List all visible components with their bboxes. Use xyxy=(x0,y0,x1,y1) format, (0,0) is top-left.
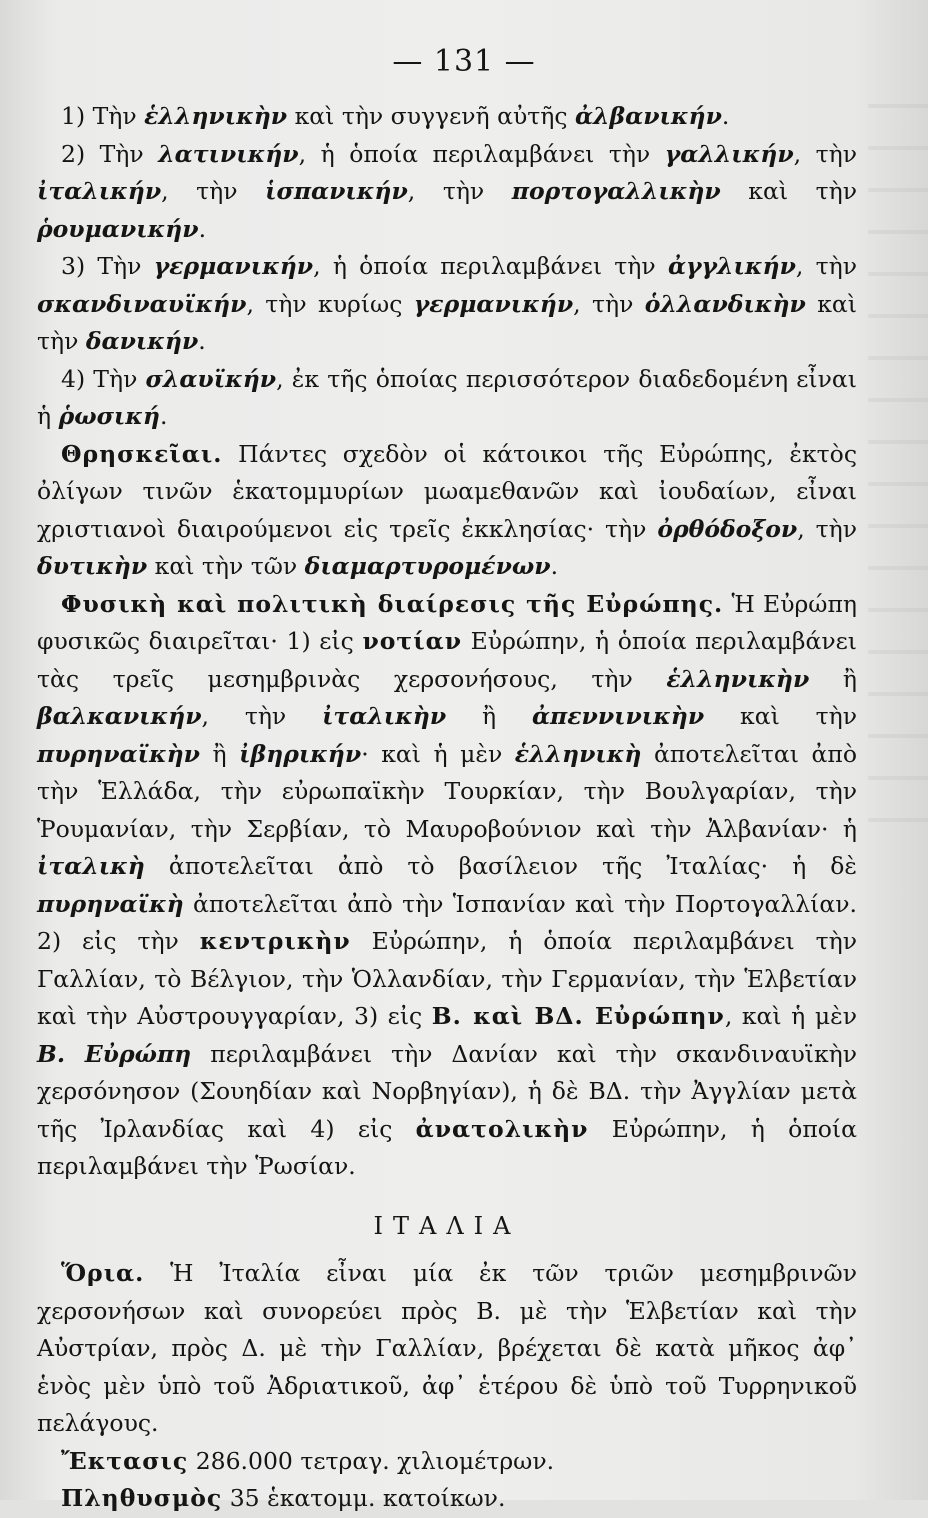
emphasis: ἀνατολικὴν xyxy=(415,1114,589,1143)
paragraph-religions xyxy=(37,436,857,586)
text-run: Εὐρώπην, ἡ ὁποία περιλαμβάνει τὰς τρεῖς μεσημβρινὰς χερσονήσους, τὴν xyxy=(37,627,857,693)
side-heading: Πληθυσμὸς xyxy=(61,1484,223,1512)
emphasis: σλαυϊκήν xyxy=(145,364,277,393)
emphasis: Β. καὶ ΒΔ. Εὐρώπην xyxy=(431,1002,725,1030)
text-run: , ἐκ τῆς ὁποίας περισσότερον διαδεδομένη εἶναι ἡ xyxy=(37,364,857,430)
emphasis: πυρηναϊκὴν xyxy=(37,739,200,768)
text-run: Πάντες σχεδὸν οἱ κάτοικοι τῆς Εὐρώπης, ἐκτὸς ὀλίγων τινῶν ἑκατομμυρίων μωαμεθανῶν καὶ ἰουδαίων, εἶναι χριστιανοὶ διαιρούμενοι εἰς τρεῖς ἐκκλησίας· τὴν xyxy=(37,439,857,543)
text-run: , τὴν xyxy=(201,702,323,730)
emphasis: ἀλβανικήν xyxy=(574,102,722,130)
text-run: · καὶ ἡ μὲν xyxy=(361,739,515,768)
emphasis: ἰβηρικήν xyxy=(239,739,362,768)
emphasis: γερμανικήν xyxy=(153,252,314,280)
text-run: 1) Τὴν xyxy=(61,102,145,130)
text-run: . xyxy=(198,214,207,243)
emphasis: Β. Εὐρώπη xyxy=(37,1039,192,1068)
text-run: ἀποτελεῖται ἀπὸ τὴν Ἑλλάδα, τὴν εὐρωπαϊκὴν Τουρκίαν, τὴν Βουλγαρίαν, τὴν Ῥουμανίαν, τὴν Σερβίαν, τὸ Μαυροβούνιον καὶ τὴν Ἀλβανίαν· ἡ xyxy=(37,739,857,843)
paragraph-4 xyxy=(37,361,857,436)
text-run: Ἡ Εὐρώπη φυσικῶς διαιρεῖται· 1) εἰς xyxy=(37,589,857,655)
text-run: Εὐρώπην, ἡ ὁποία περιλαμβάνει τὴν Ῥωσίαν. xyxy=(37,1114,857,1180)
emphasis: ἀπεννινικὴν xyxy=(531,702,705,730)
emphasis: ῥωσική xyxy=(58,402,160,430)
emphasis: γαλλικήν xyxy=(664,139,794,168)
text-run: ἀποτελεῖται ἀπὸ τὸ βασίλειον τῆς Ἰταλίας· ἡ δὲ xyxy=(144,852,857,880)
emphasis: λατινικήν xyxy=(158,139,299,168)
paragraph-area xyxy=(37,1443,857,1481)
emphasis: πορτογαλλικὴν xyxy=(511,177,721,205)
bleed-through-text xyxy=(868,70,928,830)
emphasis: νοτίαν xyxy=(362,627,463,655)
emphasis: ῥουμανικήν xyxy=(37,214,199,243)
text-run: . xyxy=(550,552,559,580)
text-run: , τὴν xyxy=(407,177,512,205)
text-run: , ἡ ὁποία περιλαμβάνει τὴν xyxy=(298,139,665,168)
emphasis: ἰταλικὴ xyxy=(37,852,145,880)
text-run: , τὴν xyxy=(573,289,645,318)
paragraph-1 xyxy=(37,98,857,136)
emphasis: ἑλληνικὴν xyxy=(666,664,810,693)
emphasis: ἰταλικήν xyxy=(37,177,162,205)
emphasis: δανικήν xyxy=(85,327,199,355)
text-run: ἢ xyxy=(809,664,857,693)
paragraph-population xyxy=(37,1480,857,1518)
emphasis: πυρηναϊκὴ xyxy=(37,889,184,918)
text-run: . xyxy=(721,102,730,130)
emphasis: ἀγγλικήν xyxy=(667,252,796,280)
text-run: καὶ τὴν τῶν xyxy=(147,552,305,580)
emphasis: σκανδιναυϊκήν xyxy=(37,289,247,318)
text-run: καὶ τὴν xyxy=(37,289,857,355)
text-run: 3) Τὴν xyxy=(61,252,154,280)
paragraph-2 xyxy=(37,136,857,249)
text-run: Εὐρώπην, ἡ ὁποία περιλαμβάνει τὴν Γαλλίαν, τὸ Βέλγιον, τὴν Ὁλλανδίαν, τὴν Γερμανίαν, τὴν Ἑλβετίαν καὶ τὴν Αὐστρουγγαρίαν, 3) εἰς xyxy=(37,927,857,1030)
text-run: , τὴν κυρίως xyxy=(246,289,414,318)
emphasis: ἑλληνικὴν xyxy=(144,102,288,130)
side-heading: Ὅρια. xyxy=(61,1259,145,1287)
text-run: , τὴν xyxy=(797,514,858,543)
emphasis: ἱσπανικήν xyxy=(265,177,408,205)
text-run: , τὴν xyxy=(161,177,266,205)
text-run: ἢ xyxy=(200,739,240,768)
emphasis: διαμαρτυρομένων xyxy=(304,552,551,580)
text-run: , καὶ ἡ μὲν xyxy=(724,1002,857,1030)
text-run: καὶ τὴν xyxy=(720,177,858,205)
emphasis: δυτικὴν xyxy=(37,552,148,580)
emphasis: κεντρικὴν xyxy=(199,927,351,955)
text-run: περιλαμβάνει τὴν Δανίαν καὶ τὴν σκανδιναυϊκὴν χερσόνησον (Σουηδίαν καὶ Νορβηγίαν), ἡ δὲ ΒΔ. τὴν Ἀγγλίαν μετὰ τῆς Ἰρλανδίας καὶ 4) εἰς xyxy=(37,1039,858,1143)
emphasis: ἰταλικὴν xyxy=(322,702,447,730)
paragraph-borders xyxy=(37,1255,857,1443)
text-run: 4) Τὴν xyxy=(61,364,146,393)
page-number: — 131 — xyxy=(392,44,536,79)
text-run: 2) Τὴν xyxy=(61,139,159,168)
text-run: , τὴν xyxy=(793,139,857,168)
text-run: , τὴν xyxy=(795,252,857,280)
text-run: , ἡ ὁποία περιλαμβάνει τὴν xyxy=(313,252,668,280)
section-title: ΙΤΑΛΙΑ xyxy=(373,1211,521,1240)
text-run: καὶ τὴν xyxy=(704,702,857,730)
text-run: καὶ τὴν συγγενῆ αὐτῆς xyxy=(287,102,575,130)
side-heading: Ἔκτασις xyxy=(61,1446,189,1475)
text-run: 35 ἑκατομμ. κατοίκων. xyxy=(222,1484,506,1512)
text-run: ἀποτελεῖται ἀπὸ τὴν Ἱσπανίαν καὶ τὴν Πορτογαλλίαν. 2) εἰς τὴν xyxy=(37,889,857,955)
text-run: Ἡ Ἰταλία εἶναι μία ἐκ τῶν τριῶν μεσημβρινῶν χερσονήσων καὶ συνορεύει πρὸς Β. μὲ τὴν Ἑλβετίαν καὶ τὴν Αὐστρίαν, πρὸς Δ. μὲ τὴν Γαλλίαν, βρέχεται δὲ κατὰ μῆκος ἀφ᾽ ἑνὸς μὲν ὑπὸ τοῦ Ἀδριατικοῦ, ἀφ᾽ ἑτέρου δὲ ὑπὸ τοῦ Τυρρηνικοῦ πελάγους. xyxy=(37,1259,857,1437)
text-run: 286.000 τετραγ. χιλιομέτρων. xyxy=(188,1446,555,1475)
emphasis: ὁλλανδικὴν xyxy=(644,289,806,318)
text-run: ἢ xyxy=(446,702,532,730)
text-run: . xyxy=(198,327,206,355)
emphasis: ὀρθόδοξον xyxy=(657,514,798,543)
emphasis: βαλκανικήν xyxy=(37,702,202,730)
emphasis: ἑλληνικὴ xyxy=(514,739,642,768)
text-run: . xyxy=(159,402,168,430)
paragraph-3 xyxy=(37,248,857,361)
paragraph-division xyxy=(37,586,857,1186)
side-heading: Θρησκεῖαι. xyxy=(61,439,223,468)
page-body xyxy=(37,98,857,1518)
side-heading: Φυσικὴ καὶ πολιτικὴ διαίρεσις τῆς Εὐρώπης. xyxy=(61,589,724,618)
emphasis: γερμανικήν xyxy=(413,289,574,318)
